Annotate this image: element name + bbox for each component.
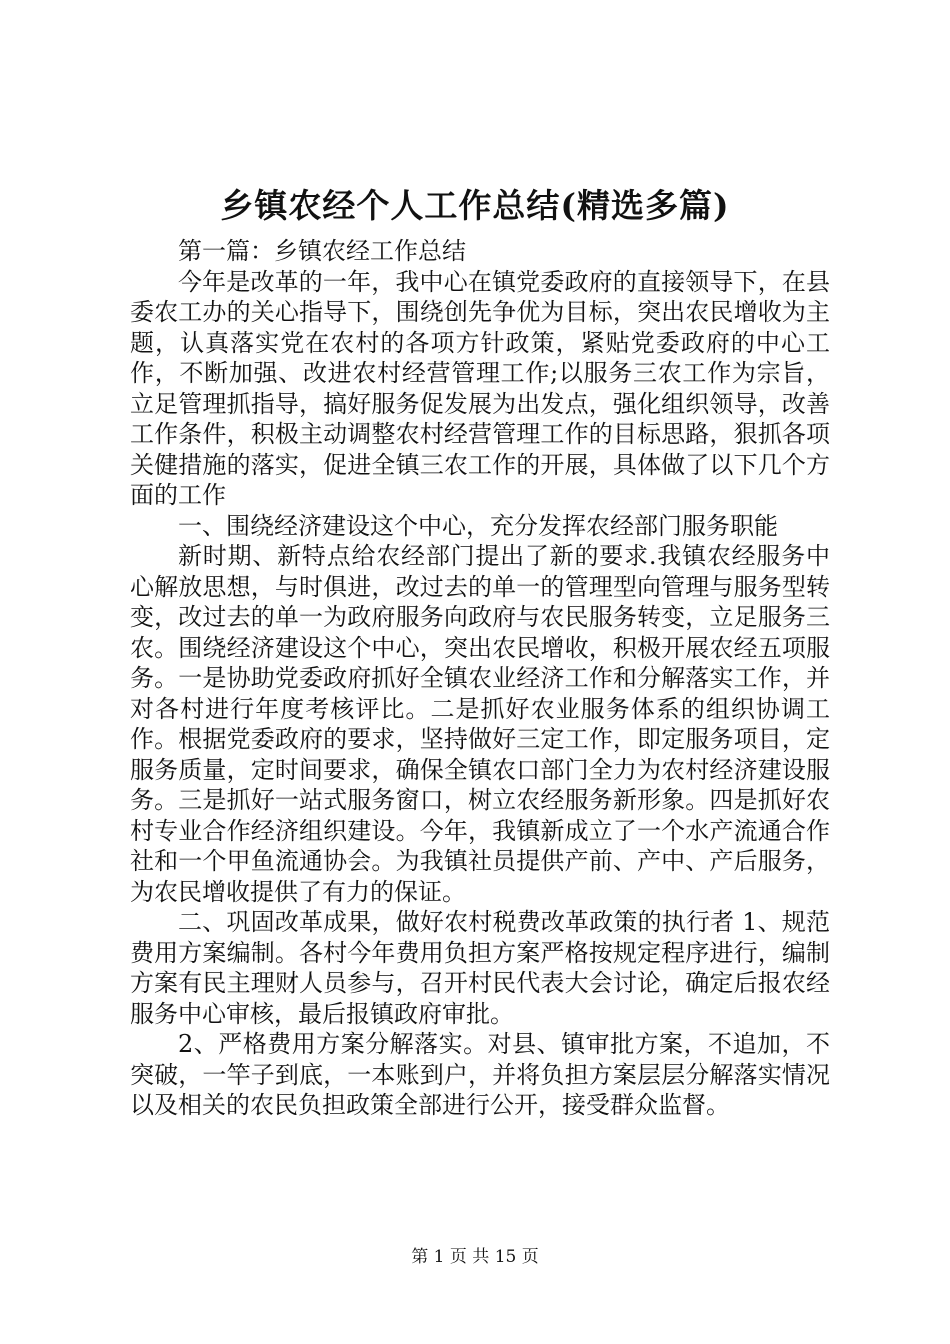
paragraph: 新时期、新特点给农经部门提出了新的要求.我镇农经服务中心解放思想，与时俱进，改过去的单一的管理型向管理与服务型转变，改过去的单一为政府服务向政府与农民服务转变，立足服务三农。围绕经济建设这个中心，突出农民增收，积极开展农经五项服务。一是协助党委政府抓好全镇农业经济工作和分解落实工作，并对各村进行年度考核评比。二是抓好农业服务体系的组织协调工作。根据党委政府的要求，坚持做好三定工作，即定服务项目，定服务质量，定时间要求，确保全镇农口部门全力为农村经济建设服务。三是抓好一站式服务窗口，树立农经服务新形象。四是抓好农村专业合作经济组织建设。今年，我镇新成立了一个水产流通合作社和一个甲鱼流通协会。为我镇社员提供产前、产中、产后服务，为农民增收提供了有力的保证。 bbox=[130, 542, 830, 906]
section-heading: 第一篇：乡镇农经工作总结 bbox=[178, 237, 466, 265]
section-heading: 一、围绕经济建设这个中心，充分发挥农经部门服务职能 bbox=[178, 511, 778, 540]
paragraph: 今年是改革的一年，我中心在镇党委政府的直接领导下，在县委农工办的关心指导下，围绕创先争优为目标，突出农民增收为主题，认真落实党在农村的各项方针政策，紧贴党委政府的中心工作，不断加强、改进农村经营管理工作;以服务三农工作为宗旨，立足管理抓指导，搞好服务促发展为出发点，强化组织领导，改善工作条件，积极主动调整农村经营管理工作的目标思路，狠抓各项关健措施的落实，促进全镇三农工作的开展，具体做了以下几个方面的工作 bbox=[130, 267, 830, 509]
document-title: 乡镇农经个人工作总结(精选多篇) bbox=[220, 186, 730, 225]
document-body bbox=[130, 236, 830, 1121]
paragraph: 二、巩固改革成果，做好农村税费改革政策的执行者 1、规范费用方案编制。各村今年费用负担方案严格按规定程序进行，编制方案有民主理财人员参与，召开村民代表大会讨论，确定后报农经服务中心审核，最后报镇政府审批。 bbox=[130, 908, 830, 1028]
paragraph: 2、严格费用方案分解落实。对县、镇审批方案，不追加，不突破，一竿子到底，一本账到户，并将负担方案层层分解落实情况以及相关的农民负担政策全部进行公开，接受群众监督。 bbox=[130, 1030, 830, 1119]
page-number: 第 1 页 共 15 页 bbox=[411, 1247, 539, 1267]
